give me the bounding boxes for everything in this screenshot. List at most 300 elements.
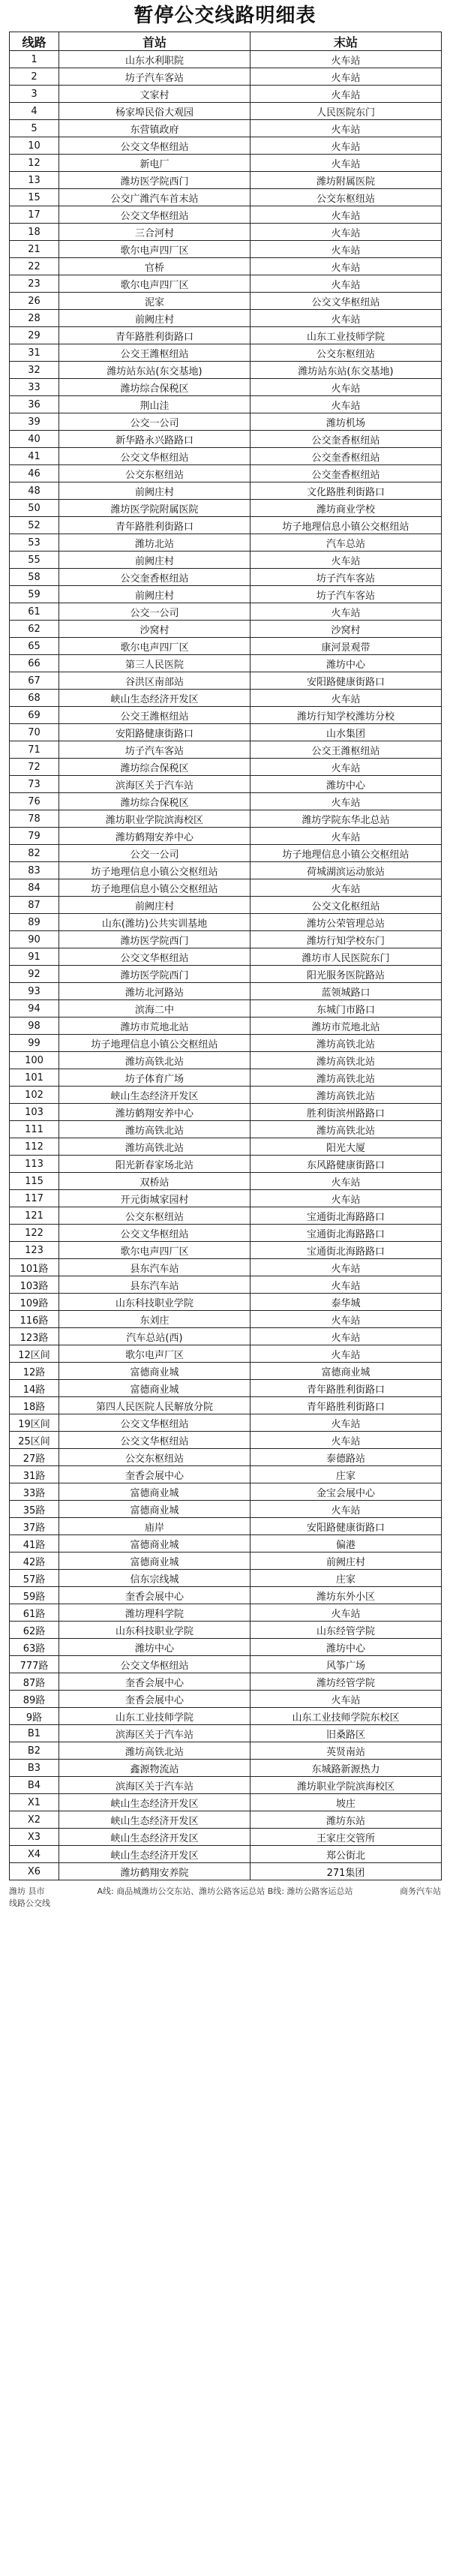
table-row [10, 1863, 442, 1880]
last-stop-cell: 文化路胜利街路口 [250, 482, 442, 500]
last-stop-cell: 潍坊公荣管理总站 [250, 914, 442, 931]
first-stop-cell: 滨海区关于汽车站 [59, 1777, 250, 1794]
route-cell: 117 [10, 1190, 59, 1207]
route-cell: 50 [10, 500, 59, 517]
first-stop-cell: 沙窝村 [59, 621, 250, 638]
last-stop-cell: 青年路胜利街路口 [250, 1397, 442, 1414]
table-row [10, 1104, 442, 1121]
last-stop-cell: 火车站 [250, 552, 442, 569]
last-stop-cell: 坊子汽车客站 [250, 569, 442, 586]
table-row [10, 120, 442, 137]
first-stop-cell: 富德商业城 [59, 1501, 250, 1518]
first-stop-cell: 峡山生态经济开发区 [59, 1794, 250, 1811]
first-stop-cell: 公交文华枢纽站 [59, 1432, 250, 1449]
last-stop-cell: 火车站 [250, 1311, 442, 1328]
table-row [10, 1811, 442, 1829]
first-stop-cell: 公交文华枢纽站 [59, 1656, 250, 1673]
route-cell: X3 [10, 1829, 59, 1846]
table-row [10, 103, 442, 120]
first-stop-cell: 潍坊鹤翔安养院 [59, 1863, 250, 1880]
route-cell: 115 [10, 1173, 59, 1190]
table-row [10, 137, 442, 155]
table-row [10, 51, 442, 68]
last-stop-cell: 郑公街北 [250, 1846, 442, 1863]
table-row [10, 379, 442, 396]
last-stop-cell: 火车站 [250, 759, 442, 776]
route-cell: 67 [10, 672, 59, 690]
footer-left: 潍坊 县市 线路公交线 [9, 1886, 50, 1908]
last-stop-cell: 潍坊行知学校潍坊分校 [250, 707, 442, 724]
last-stop-cell: 坡庄 [250, 1794, 442, 1811]
route-cell: 29 [10, 327, 59, 344]
first-stop-cell: 峡山生态经济开发区 [59, 690, 250, 707]
first-stop-cell: 公交奎香枢纽站 [59, 569, 250, 586]
route-cell: 93 [10, 983, 59, 1000]
first-stop-cell: 潍坊理科学院 [59, 1604, 250, 1622]
last-stop-cell: 潍坊学院东华北总站 [250, 810, 442, 828]
table-row [10, 1069, 442, 1087]
last-stop-cell: 王家庄交管所 [250, 1829, 442, 1846]
first-stop-cell: 潍坊职业学院滨海校区 [59, 810, 250, 828]
route-cell: 61路 [10, 1604, 59, 1622]
last-stop-cell: 东城门市路口 [250, 1000, 442, 1017]
route-cell: 84 [10, 879, 59, 897]
table-row [10, 431, 442, 448]
last-stop-cell: 庄家 [250, 1570, 442, 1587]
table-row [10, 1604, 442, 1622]
table-row [10, 621, 442, 638]
table-row [10, 1483, 442, 1501]
table-row [10, 828, 442, 845]
last-stop-cell: 泰华城 [250, 1294, 442, 1311]
table-row [10, 638, 442, 655]
last-stop-cell: 前阙庄村 [250, 1553, 442, 1570]
first-stop-cell: 信东宗线城 [59, 1570, 250, 1587]
route-table [9, 32, 442, 1880]
first-stop-cell: 坊子地理信息小镇公交枢纽站 [59, 862, 250, 879]
first-stop-cell: 庙岸 [59, 1518, 250, 1535]
table-row [10, 707, 442, 724]
last-stop-cell: 公交奎香枢纽站 [250, 448, 442, 465]
last-stop-cell: 公交文化枢纽站 [250, 897, 442, 914]
first-stop-cell: 坊子地理信息小镇公交枢纽站 [59, 879, 250, 897]
route-cell: 42路 [10, 1553, 59, 1570]
first-stop-cell: 山东科技职业学院 [59, 1622, 250, 1639]
first-stop-cell: 潍坊北河路站 [59, 983, 250, 1000]
first-stop-cell: 公交一公司 [59, 413, 250, 431]
last-stop-cell: 火车站 [250, 86, 442, 103]
table-row [10, 948, 442, 966]
table-row [10, 465, 442, 482]
table-row [10, 655, 442, 672]
first-stop-cell: 滨海区关于汽车站 [59, 1725, 250, 1742]
last-stop-cell: 火车站 [250, 1259, 442, 1276]
first-stop-cell: 文家村 [59, 86, 250, 103]
route-cell: 19区间 [10, 1414, 59, 1432]
last-stop-cell: 火车站 [250, 879, 442, 897]
route-cell: 52 [10, 517, 59, 534]
table-row [10, 1691, 442, 1708]
route-cell: 31路 [10, 1466, 59, 1483]
last-stop-cell: 271集团 [250, 1863, 442, 1880]
table-row [10, 1518, 442, 1535]
route-cell: 3 [10, 86, 59, 103]
first-stop-cell: 鑫源物流站 [59, 1760, 250, 1777]
last-stop-cell: 潍坊市人民医院东门 [250, 948, 442, 966]
last-stop-cell: 坊子地理信息小镇公交枢纽站 [250, 845, 442, 862]
route-cell: 101 [10, 1069, 59, 1087]
last-stop-cell: 青年路胜利街路口 [250, 1380, 442, 1397]
last-stop-cell: 宝通街北海路路口 [250, 1242, 442, 1259]
last-stop-cell: 潍坊机场 [250, 413, 442, 431]
route-cell: 18 [10, 224, 59, 241]
table-row [10, 1466, 442, 1483]
first-stop-cell: 公交东枢纽站 [59, 1449, 250, 1466]
route-cell: 5 [10, 120, 59, 137]
first-stop-cell: 潍坊医学院西门 [59, 931, 250, 948]
first-stop-cell: 杨家埠民俗大观园 [59, 103, 250, 120]
last-stop-cell: 火车站 [250, 1328, 442, 1345]
first-stop-cell: 奎香会展中心 [59, 1673, 250, 1691]
table-row [10, 327, 442, 344]
route-cell: 79 [10, 828, 59, 845]
first-stop-cell: 前阙庄村 [59, 552, 250, 569]
route-cell: 71 [10, 741, 59, 759]
last-stop-cell: 火车站 [250, 120, 442, 137]
route-cell: 68 [10, 690, 59, 707]
table-row [10, 983, 442, 1000]
route-cell: B3 [10, 1760, 59, 1777]
first-stop-cell: 坊子地理信息小镇公交枢纽站 [59, 1035, 250, 1052]
first-stop-cell: 公交广潍汽车首末站 [59, 189, 250, 206]
table-row [10, 1138, 442, 1156]
last-stop-cell: 公交东枢纽站 [250, 189, 442, 206]
first-stop-cell: 第三人民医院 [59, 655, 250, 672]
first-stop-cell: 公交文华枢纽站 [59, 137, 250, 155]
first-stop-cell: 滨海二中 [59, 1000, 250, 1017]
first-stop-cell: 歌尔电声四厂区 [59, 241, 250, 258]
first-stop-cell: 山东(潍坊)公共实训基地 [59, 914, 250, 931]
last-stop-cell: 胜利街滨州路路口 [250, 1104, 442, 1121]
last-stop-cell: 潍坊高铁北站 [250, 1069, 442, 1087]
route-cell: 4 [10, 103, 59, 120]
table-row [10, 552, 442, 569]
first-stop-cell: 泥家 [59, 293, 250, 310]
last-stop-cell: 风筝广场 [250, 1656, 442, 1673]
route-cell: 41 [10, 448, 59, 465]
table-row [10, 1190, 442, 1207]
first-stop-cell: 峡山生态经济开发区 [59, 1811, 250, 1829]
route-cell: 103路 [10, 1276, 59, 1294]
route-cell: 123路 [10, 1328, 59, 1345]
last-stop-cell: 潍坊高铁北站 [250, 1087, 442, 1104]
route-cell: 12区间 [10, 1345, 59, 1363]
route-cell: X6 [10, 1863, 59, 1880]
last-stop-cell: 火车站 [250, 1276, 442, 1294]
last-stop-cell: 火车站 [250, 690, 442, 707]
route-cell: 58 [10, 569, 59, 586]
last-stop-cell: 潍坊市荒地北站 [250, 1017, 442, 1035]
last-stop-cell: 火车站 [250, 828, 442, 845]
last-stop-cell: 坊子地理信息小镇公交枢纽站 [250, 517, 442, 534]
route-cell: 94 [10, 1000, 59, 1017]
last-stop-cell: 火车站 [250, 603, 442, 621]
table-row [10, 362, 442, 379]
route-cell: 65 [10, 638, 59, 655]
first-stop-cell: 歌尔电声四厂区 [59, 1242, 250, 1259]
route-cell: 89路 [10, 1691, 59, 1708]
table-row [10, 1294, 442, 1311]
table-row [10, 569, 442, 586]
route-cell: 121 [10, 1207, 59, 1225]
table-row [10, 1570, 442, 1587]
last-stop-cell: 康河景观带 [250, 638, 442, 655]
last-stop-cell: 潍坊中心 [250, 776, 442, 793]
table-row [10, 1121, 442, 1138]
first-stop-cell: 公交王潍枢纽站 [59, 707, 250, 724]
first-stop-cell: 公交一公司 [59, 603, 250, 621]
first-stop-cell: 山东水利职院 [59, 51, 250, 68]
route-cell: 12路 [10, 1363, 59, 1380]
route-cell: 27路 [10, 1449, 59, 1466]
route-cell: 59 [10, 586, 59, 603]
last-stop-cell: 山东工业技师学院东校区 [250, 1708, 442, 1725]
last-stop-cell: 山水集团 [250, 724, 442, 741]
last-stop-cell: 火车站 [250, 68, 442, 86]
first-stop-cell: 富德商业城 [59, 1483, 250, 1501]
table-row [10, 396, 442, 413]
last-stop-cell: 火车站 [250, 1173, 442, 1190]
table-row [10, 1207, 442, 1225]
table-row [10, 172, 442, 189]
last-stop-cell: 阳光服务医院路站 [250, 966, 442, 983]
route-cell: 89 [10, 914, 59, 931]
first-stop-cell: 山东工业技师学院 [59, 1708, 250, 1725]
route-cell: 18路 [10, 1397, 59, 1414]
last-stop-cell: 汽车总站 [250, 534, 442, 552]
first-stop-cell: 前阙庄村 [59, 482, 250, 500]
first-stop-cell: 潍坊北站 [59, 534, 250, 552]
first-stop-cell: 歌尔电声四厂区 [59, 275, 250, 293]
table-row [10, 603, 442, 621]
table-row [10, 1173, 442, 1190]
route-cell: 2 [10, 68, 59, 86]
table-row [10, 586, 442, 603]
table-row [10, 1345, 442, 1363]
table-row [10, 759, 442, 776]
route-cell: B2 [10, 1742, 59, 1760]
last-stop-cell: 宝通街北海路路口 [250, 1207, 442, 1225]
table-row [10, 1035, 442, 1052]
first-stop-cell: 潍坊高铁北站 [59, 1121, 250, 1138]
last-stop-cell: 东城路新源热力 [250, 1760, 442, 1777]
first-stop-cell: 前阙庄村 [59, 586, 250, 603]
route-cell: 66 [10, 655, 59, 672]
last-stop-cell: 潍坊商业学校 [250, 500, 442, 517]
first-stop-cell: 潍坊综合保税区 [59, 793, 250, 810]
first-stop-cell: 荆山洼 [59, 396, 250, 413]
last-stop-cell: 蓝领城路口 [250, 983, 442, 1000]
first-stop-cell: 前阙庄村 [59, 310, 250, 327]
route-cell: X4 [10, 1846, 59, 1863]
first-stop-cell: 潍坊站东站(东交基地) [59, 362, 250, 379]
first-stop-cell: 官桥 [59, 258, 250, 275]
first-stop-cell: 坊子体育广场 [59, 1069, 250, 1087]
route-cell: 22 [10, 258, 59, 275]
table-row [10, 500, 442, 517]
table-row [10, 1742, 442, 1760]
first-stop-cell: 双桥站 [59, 1173, 250, 1190]
last-stop-cell: 人民医院东门 [250, 103, 442, 120]
table-row [10, 413, 442, 431]
first-stop-cell: 奎香会展中心 [59, 1466, 250, 1483]
table-row [10, 1052, 442, 1069]
last-stop-cell: 阳光大厦 [250, 1138, 442, 1156]
table-row [10, 862, 442, 879]
last-stop-cell: 潍坊中心 [250, 1639, 442, 1656]
table-row [10, 1553, 442, 1570]
table-row [10, 1242, 442, 1259]
route-cell: 83 [10, 862, 59, 879]
route-cell: 25区间 [10, 1432, 59, 1449]
column-header-route: 线路 [10, 32, 59, 51]
last-stop-cell: 火车站 [250, 224, 442, 241]
route-cell: 46 [10, 465, 59, 482]
table-row [10, 258, 442, 275]
route-cell: 62路 [10, 1622, 59, 1639]
first-stop-cell: 谷洪区南部站 [59, 672, 250, 690]
route-cell: 91 [10, 948, 59, 966]
route-cell: 35路 [10, 1501, 59, 1518]
table-row [10, 1708, 442, 1725]
table-row [10, 1622, 442, 1639]
table-row [10, 1432, 442, 1449]
table-row [10, 1846, 442, 1863]
first-stop-cell: 安阳路健康街路口 [59, 724, 250, 741]
last-stop-cell: 荷城湖滨运动旅站 [250, 862, 442, 879]
first-stop-cell: 潍坊中心 [59, 1639, 250, 1656]
last-stop-cell: 潍坊高铁北站 [250, 1121, 442, 1138]
table-row [10, 224, 442, 241]
route-cell: 100 [10, 1052, 59, 1069]
table-row [10, 482, 442, 500]
last-stop-cell: 旧桑路区 [250, 1725, 442, 1742]
route-cell: 39 [10, 413, 59, 431]
first-stop-cell: 富德商业城 [59, 1363, 250, 1380]
table-row [10, 1673, 442, 1691]
first-stop-cell: 潍坊高铁北站 [59, 1742, 250, 1760]
last-stop-cell: 火车站 [250, 379, 442, 396]
route-cell: 101路 [10, 1259, 59, 1276]
first-stop-cell: 峡山生态经济开发区 [59, 1087, 250, 1104]
last-stop-cell: 泰德路站 [250, 1449, 442, 1466]
route-cell: 73 [10, 776, 59, 793]
route-cell: 122 [10, 1225, 59, 1242]
route-cell: 112 [10, 1138, 59, 1156]
last-stop-cell: 公交奎香枢纽站 [250, 465, 442, 482]
last-stop-cell: 火车站 [250, 1501, 442, 1518]
first-stop-cell: 峡山生态经济开发区 [59, 1846, 250, 1863]
first-stop-cell: 潍坊高铁北站 [59, 1138, 250, 1156]
route-cell: B4 [10, 1777, 59, 1794]
last-stop-cell: 火车站 [250, 396, 442, 413]
first-stop-cell: 东刘庄 [59, 1311, 250, 1328]
first-stop-cell: 潍坊鹤翔安养中心 [59, 1104, 250, 1121]
table-row [10, 275, 442, 293]
table-row [10, 1363, 442, 1380]
first-stop-cell: 滨海区关于汽车站 [59, 776, 250, 793]
last-stop-cell: 金宝会展中心 [250, 1483, 442, 1501]
last-stop-cell: 火车站 [250, 137, 442, 155]
first-stop-cell: 公交东枢纽站 [59, 1207, 250, 1225]
route-cell: 33路 [10, 1483, 59, 1501]
route-cell: 28 [10, 310, 59, 327]
route-cell: 113 [10, 1156, 59, 1173]
table-row [10, 1380, 442, 1397]
first-stop-cell: 第四人民医院人民解放分院 [59, 1397, 250, 1414]
table-row [10, 1829, 442, 1846]
table-row [10, 776, 442, 793]
table-row [10, 310, 442, 327]
route-cell: 26 [10, 293, 59, 310]
first-stop-cell: 前阙庄村 [59, 897, 250, 914]
first-stop-cell: 县东汽车站 [59, 1276, 250, 1294]
route-cell: 37路 [10, 1518, 59, 1535]
column-header-last-stop: 末站 [250, 32, 442, 51]
route-cell: 32 [10, 362, 59, 379]
table-row [10, 1535, 442, 1553]
route-cell: 59路 [10, 1587, 59, 1604]
last-stop-cell: 火车站 [250, 1414, 442, 1432]
last-stop-cell: 沙窝村 [250, 621, 442, 638]
last-stop-cell: 火车站 [250, 155, 442, 172]
column-header-first-stop: 首站 [59, 32, 250, 51]
route-cell: 36 [10, 396, 59, 413]
first-stop-cell: 公交文华枢纽站 [59, 1414, 250, 1432]
route-cell: 70 [10, 724, 59, 741]
last-stop-cell: 安阳路健康街路口 [250, 672, 442, 690]
route-cell: X1 [10, 1794, 59, 1811]
last-stop-cell: 潍坊附属医院 [250, 172, 442, 189]
route-cell: 62 [10, 621, 59, 638]
last-stop-cell: 山东经管学院 [250, 1622, 442, 1639]
first-stop-cell: 潍坊综合保税区 [59, 759, 250, 776]
first-stop-cell: 开元街城家园村 [59, 1190, 250, 1207]
table-row [10, 1449, 442, 1466]
route-cell: 103 [10, 1104, 59, 1121]
first-stop-cell: 潍坊鹤翔安养中心 [59, 828, 250, 845]
first-stop-cell: 潍坊市荒地北站 [59, 1017, 250, 1035]
route-cell: 111 [10, 1121, 59, 1138]
table-row [10, 293, 442, 310]
route-cell: 33 [10, 379, 59, 396]
table-row [10, 68, 442, 86]
page-title: 暂停公交线路明细表 [134, 5, 316, 27]
route-cell: 40 [10, 431, 59, 448]
last-stop-cell: 火车站 [250, 310, 442, 327]
first-stop-cell: 阳光新春家场北站 [59, 1156, 250, 1173]
last-stop-cell: 火车站 [250, 241, 442, 258]
table-row [10, 1777, 442, 1794]
table-row [10, 86, 442, 103]
first-stop-cell: 新电厂 [59, 155, 250, 172]
table-row [10, 672, 442, 690]
last-stop-cell: 火车站 [250, 1604, 442, 1622]
route-cell: 82 [10, 845, 59, 862]
route-cell: 17 [10, 206, 59, 224]
first-stop-cell: 潍坊综合保税区 [59, 379, 250, 396]
first-stop-cell: 青年路胜利街路口 [59, 327, 250, 344]
